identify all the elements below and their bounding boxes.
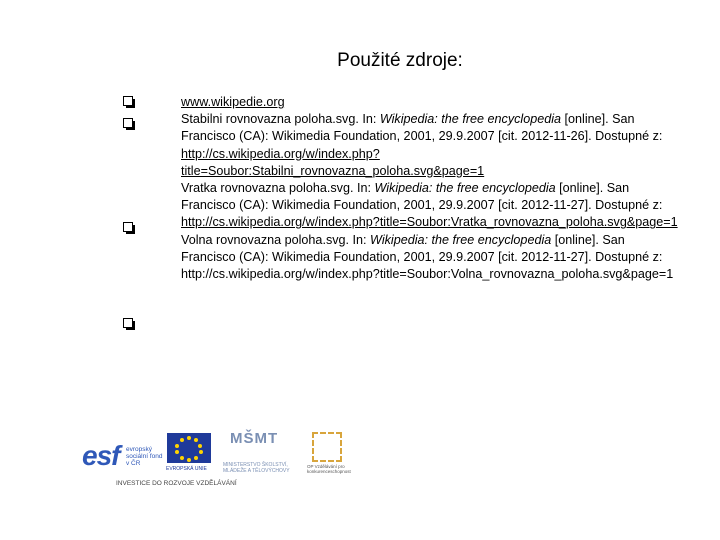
reference-text: Stabilni rovnovazna poloha.svg. In: (181, 112, 380, 127)
reference-italic: Wikipedia: the free encyclopedia (374, 181, 556, 196)
reference-text: [online]. San Francisco (CA): Wikimedia Foundation, 2001, 29.9.2007 [cit. 2012-11-27]. Dostupné z: http://cs.wikipedia.org/w/index.php?title=Soubor:Volna_rovnovazna_poloha.svg&page=1 (181, 232, 674, 282)
reference-item (181, 180, 681, 232)
op-caption: OP Vzdělávání pro konkurenceschopnost (307, 464, 351, 474)
reference-item (181, 111, 681, 180)
esf-caption: evropský sociální fond v ČR (126, 446, 163, 467)
msmt-logo: MŠMT (230, 430, 279, 447)
op-logo-icon (312, 432, 342, 462)
bullet-icon (123, 318, 133, 328)
reference-text: Vratka rovnovazna poloha.svg. In: (181, 181, 375, 196)
reference-list (181, 94, 681, 283)
funding-logos (80, 428, 360, 490)
bullet-icon (123, 118, 133, 128)
eu-caption: EVROPSKÁ UNIE (166, 466, 207, 472)
esf-logo-text: esf (82, 440, 120, 471)
reference-link[interactable]: http://cs.wikipedia.org/w/index.php?title=Soubor:Stabilni_rovnovazna_poloha.svg&page=1 (181, 146, 485, 178)
reference-link[interactable]: http://cs.wikipedia.org/w/index.php?title=Soubor:Vratka_rovnovazna_poloha.svg&page=1 (181, 215, 678, 230)
reference-text: [online]. San Francisco (CA): Wikimedia Foundation, 2001, 29.9.2007 [cit. 2012-11-26]. Dostupné z: (181, 112, 663, 144)
bullet-icon (123, 96, 133, 106)
msmt-caption: MINISTERSTVO ŠKOLSTVÍ, MLÁDEŽE A TĚLOVÝCHOVY (223, 462, 290, 474)
reference-item (181, 232, 681, 284)
investment-line: INVESTICE DO ROZVOJE VZDĚLÁVÁNÍ (116, 480, 237, 487)
reference-italic: Wikipedia: the free encyclopedia (370, 232, 552, 247)
bullet-icon (123, 222, 133, 232)
reference-link[interactable]: www.wikipedie.org (181, 95, 285, 109)
reference-item (181, 94, 681, 111)
reference-text: [online]. San Francisco (CA): Wikimedia Foundation, 2001, 29.9.2007 [cit. 2012-11-27]. Dostupné z: (181, 181, 663, 213)
reference-italic: Wikipedia: the free encyclopedia (379, 112, 562, 127)
page-title: Použité zdroje: (337, 50, 463, 71)
eu-flag-icon (167, 433, 211, 463)
reference-text: Volna rovnovazna poloha.svg. In: (181, 232, 371, 247)
